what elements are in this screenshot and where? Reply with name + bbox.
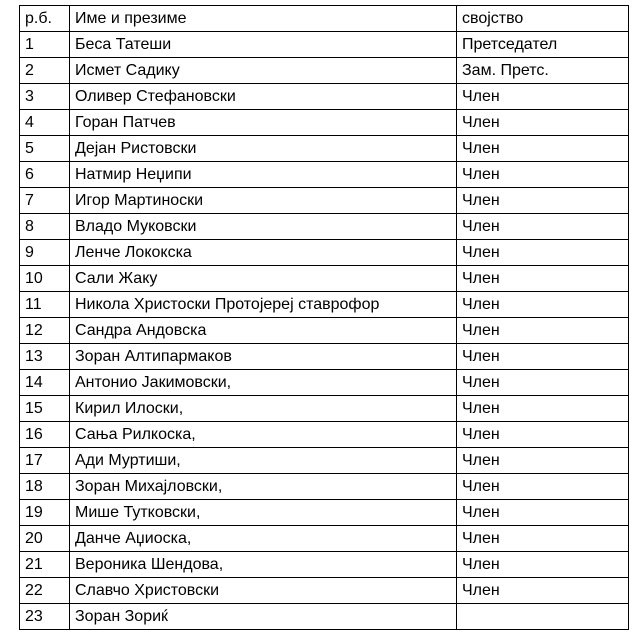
member-name-cell: Антонио Јакимовски, <box>70 370 457 396</box>
member-role-cell: Член <box>457 162 629 188</box>
table-row <box>20 32 629 58</box>
table-row <box>20 604 629 630</box>
member-role-cell: Член <box>457 266 629 292</box>
member-name-cell: Вероника Шендова, <box>70 552 457 578</box>
row-number-cell: 16 <box>20 422 70 448</box>
table-row <box>20 396 629 422</box>
table-row <box>20 318 629 344</box>
table-body <box>20 32 629 630</box>
member-name-cell: Горан Патчев <box>70 110 457 136</box>
row-number-cell: 11 <box>20 292 70 318</box>
row-number-cell: 10 <box>20 266 70 292</box>
table-row <box>20 344 629 370</box>
member-name-cell: Мише Тутковски, <box>70 500 457 526</box>
row-number-cell: 21 <box>20 552 70 578</box>
row-number-cell: 22 <box>20 578 70 604</box>
member-name-cell: Данче Аџиоска, <box>70 526 457 552</box>
member-role-cell: Член <box>457 396 629 422</box>
row-number-cell: 14 <box>20 370 70 396</box>
row-number-cell: 15 <box>20 396 70 422</box>
member-role-cell: Член <box>457 422 629 448</box>
member-name-cell: Зоран Алтипармаков <box>70 344 457 370</box>
header-name: Име и презиме <box>70 6 457 32</box>
member-name-cell: Зоран Зориќ <box>70 604 457 630</box>
member-role-cell: Член <box>457 214 629 240</box>
member-name-cell: Ленче Лококска <box>70 240 457 266</box>
member-role-cell: Претседател <box>457 32 629 58</box>
row-number-cell: 4 <box>20 110 70 136</box>
table-row <box>20 110 629 136</box>
member-role-cell: Член <box>457 370 629 396</box>
row-number-cell: 18 <box>20 474 70 500</box>
row-number-cell: 20 <box>20 526 70 552</box>
member-role-cell: Член <box>457 110 629 136</box>
member-role-cell <box>457 604 629 630</box>
member-role-cell: Член <box>457 188 629 214</box>
member-role-cell: Зам. Претс. <box>457 58 629 84</box>
member-name-cell: Ади Муртиши, <box>70 448 457 474</box>
member-name-cell: Славчо Христовски <box>70 578 457 604</box>
table-row <box>20 58 629 84</box>
member-name-cell: Исмет Садику <box>70 58 457 84</box>
row-number-cell: 13 <box>20 344 70 370</box>
member-name-cell: Никола Христоски Протојереј ставрофор <box>70 292 457 318</box>
member-role-cell: Член <box>457 500 629 526</box>
row-number-cell: 19 <box>20 500 70 526</box>
table-row <box>20 422 629 448</box>
table-row <box>20 240 629 266</box>
header-role: својство <box>457 6 629 32</box>
header-number: р.б. <box>20 6 70 32</box>
table-row <box>20 578 629 604</box>
row-number-cell: 5 <box>20 136 70 162</box>
member-role-cell: Член <box>457 136 629 162</box>
member-name-cell: Сања Рилкоска, <box>70 422 457 448</box>
member-name-cell: Сали Жаку <box>70 266 457 292</box>
member-name-cell: Игор Мартиноски <box>70 188 457 214</box>
member-role-cell: Член <box>457 526 629 552</box>
member-role-cell: Член <box>457 318 629 344</box>
member-name-cell: Сандра Андовска <box>70 318 457 344</box>
member-name-cell: Натмир Неџипи <box>70 162 457 188</box>
row-number-cell: 17 <box>20 448 70 474</box>
table-row <box>20 370 629 396</box>
member-name-cell: Беса Татеши <box>70 32 457 58</box>
table-row <box>20 136 629 162</box>
row-number-cell: 23 <box>20 604 70 630</box>
row-number-cell: 7 <box>20 188 70 214</box>
member-role-cell: Член <box>457 474 629 500</box>
member-name-cell: Оливер Стефановски <box>70 84 457 110</box>
member-role-cell: Член <box>457 292 629 318</box>
table-row <box>20 526 629 552</box>
row-number-cell: 2 <box>20 58 70 84</box>
table-row <box>20 84 629 110</box>
row-number-cell: 6 <box>20 162 70 188</box>
member-role-cell: Член <box>457 84 629 110</box>
row-number-cell: 8 <box>20 214 70 240</box>
member-role-cell: Член <box>457 552 629 578</box>
member-role-cell: Член <box>457 240 629 266</box>
table-row <box>20 500 629 526</box>
row-number-cell: 12 <box>20 318 70 344</box>
table-row <box>20 214 629 240</box>
table-header-row <box>20 6 629 32</box>
member-name-cell: Владо Муковски <box>70 214 457 240</box>
member-role-cell: Член <box>457 578 629 604</box>
member-role-cell: Член <box>457 448 629 474</box>
member-name-cell: Зоран Михајловски, <box>70 474 457 500</box>
table-row <box>20 162 629 188</box>
row-number-cell: 1 <box>20 32 70 58</box>
member-name-cell: Кирил Илоски, <box>70 396 457 422</box>
table-row <box>20 448 629 474</box>
row-number-cell: 3 <box>20 84 70 110</box>
table-row <box>20 266 629 292</box>
table-row <box>20 474 629 500</box>
table-row <box>20 552 629 578</box>
member-name-cell: Дејан Ристовски <box>70 136 457 162</box>
members-table <box>19 5 629 630</box>
table-row <box>20 188 629 214</box>
row-number-cell: 9 <box>20 240 70 266</box>
member-role-cell: Член <box>457 344 629 370</box>
table-row <box>20 292 629 318</box>
